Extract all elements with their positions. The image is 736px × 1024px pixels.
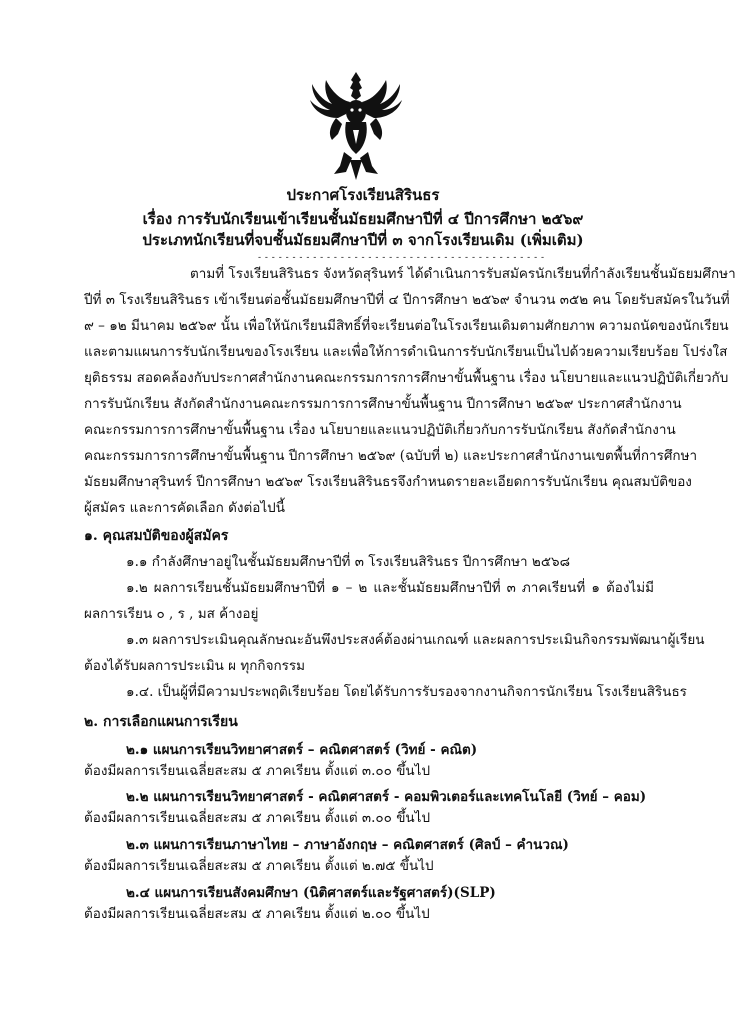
study-plan-title: ๒.๑ แผนการเรียนวิทยาศาสตร์ – คณิตศาสตร์ (วิทย์ - คณิต) — [126, 742, 478, 758]
intro-line: การรับนักเรียน สังกัดสำนักงานคณะกรรมการการศึกษาขั้นพื้นฐาน ปีการศึกษา ๒๕๖๙ ประกาศสำนักงาน — [84, 396, 682, 412]
intro-line: ปีที่ ๓ โรงเรียนสิรินธร เข้าเรียนต่อชั้นมัธยมศึกษาปีที่ ๔ ปีการศึกษา ๒๕๖๙ จำนวน ๓๕๒ คน โดยรับสมัครในวันที่ — [84, 292, 730, 308]
qualification-item: ๑.๑ กำลังศึกษาอยู่ในชั้นมัธยมศึกษาปีที่ ๓ โรงเรียนสิรินธร ปีการศึกษา ๒๕๖๘ — [126, 554, 571, 570]
study-plan-title: ๒.๓ แผนการเรียนภาษาไทย – ภาษาอังกฤษ – คณิตศาสตร์ (ศิลป์ – คำนวณ) — [126, 837, 569, 853]
section-2-heading: ๒. การเลือกแผนการเรียน — [84, 714, 238, 730]
qualification-item-continued: ต้องได้รับผลการประเมิน ผ ทุกกิจกรรม — [84, 658, 306, 674]
intro-line: คณะกรรมการการศึกษาขั้นพื้นฐาน เรื่อง นโยบายและแนวปฏิบัติเกี่ยวกับการรับนักเรียน สังกัดสำนักงาน — [84, 422, 676, 438]
study-plan-requirement: ต้องมีผลการเรียนเฉลี่ยสะสม ๕ ภาคเรียน ตั้งแต่ ๒.๗๕ ขึ้นไป — [84, 858, 434, 874]
intro-line: คณะกรรมการการศึกษาขั้นพื้นฐาน ปีการศึกษา ๒๕๖๙ (ฉบับที่ ๒) และประกาศสำนักงานเขตพื้นที่การศึกษา — [84, 448, 698, 464]
study-plan-title: ๒.๒ แผนการเรียนวิทยาศาสตร์ - คณิตศาสตร์ - คอมพิวเตอร์และเทคโนโลยี (วิทย์ – คอม) — [126, 789, 647, 805]
qualification-item-continued: ผลการเรียน ๐ , ร , มส ค้างอยู่ — [84, 606, 259, 622]
header-title: ประกาศโรงเรียนสิรินธร — [286, 186, 440, 204]
section-1-heading: ๑. คุณสมบัติของผู้สมัคร — [84, 528, 229, 544]
intro-line: ผู้สมัคร และการคัดเลือก ดังต่อไปนี้ — [84, 500, 285, 516]
intro-line: ตามที่ โรงเรียนสิรินธร จังหวัดสุรินทร์ ได้ดำเนินการรับสมัครนักเรียนที่กำลังเรียนชั้นมัธยมศึกษา — [190, 266, 736, 282]
intro-line: มัธยมศึกษาสุรินทร์ ปีการศึกษา ๒๕๖๙ โรงเรียนสิรินธรจึงกำหนดรายละเอียดการรับนักเรียน คุณสมบัติของ — [84, 474, 692, 490]
study-plan-requirement: ต้องมีผลการเรียนเฉลี่ยสะสม ๕ ภาคเรียน ตั้งแต่ ๓.๐๐ ขึ้นไป — [84, 763, 431, 779]
qualification-item: ๑.๔. เป็นผู้ที่มีความประพฤติเรียบร้อย โดยได้รับการรับรองจากงานกิจการนักเรียน โรงเรียนสิรินธร — [126, 684, 687, 700]
header-subject: เรื่อง การรับนักเรียนเข้าเรียนชั้นมัธยมศึกษาปีที่ ๔ ปีการศึกษา ๒๕๖๙ — [142, 210, 584, 228]
header-category: ประเภทนักเรียนที่จบชั้นมัธยมศึกษาปีที่ ๓ จากโรงเรียนเดิม (เพิ่มเติม) — [142, 231, 584, 249]
intro-line: ๙ – ๑๒ มีนาคม ๒๕๖๙ นั้น เพื่อให้นักเรียนมีสิทธิ์ที่จะเรียนต่อในโรงเรียนเดิมตามศักยภาพ ความถนัดของนักเรียน — [84, 318, 729, 334]
qualification-item: ๑.๒ ผลการเรียนชั้นมัธยมศึกษาปีที่ ๑ – ๒ และชั้นมัธยมศึกษาปีที่ ๓ ภาคเรียนที่ ๑ ต้องไม่มี — [126, 580, 654, 596]
garuda-emblem-icon — [306, 70, 406, 182]
intro-line: ยุติธรรม สอดคล้องกับประกาศสำนักงานคณะกรรมการการศึกษาขั้นพื้นฐาน เรื่อง นโยบายและแนวปฏิบัติเกี่ยวกับ — [84, 370, 729, 386]
intro-line: และตามแผนการรับนักเรียนของโรงเรียน และเพื่อให้การดำเนินการรับนักเรียนเป็นไปด้วยความเรียบร้อย โปร่งใส — [84, 344, 728, 360]
header-divider: - - - - - - - - - - - - - - - - - - - - - - - - - - - - - - - - - - - - - - - - - - — [258, 253, 545, 263]
study-plan-title: ๒.๔ แผนการเรียนสังคมศึกษา (นิติศาสตร์และรัฐศาสตร์)(SLP) — [126, 885, 496, 901]
qualification-item: ๑.๓ ผลการประเมินคุณลักษณะอันพึงประสงค์ต้องผ่านเกณฑ์ และผลการประเมินกิจกรรมพัฒนาผู้เรียน — [126, 632, 705, 648]
study-plan-requirement: ต้องมีผลการเรียนเฉลี่ยสะสม ๕ ภาคเรียน ตั้งแต่ ๓.๐๐ ขึ้นไป — [84, 810, 431, 826]
study-plan-requirement: ต้องมีผลการเรียนเฉลี่ยสะสม ๕ ภาคเรียน ตั้งแต่ ๒.๐๐ ขึ้นไป — [84, 906, 430, 922]
